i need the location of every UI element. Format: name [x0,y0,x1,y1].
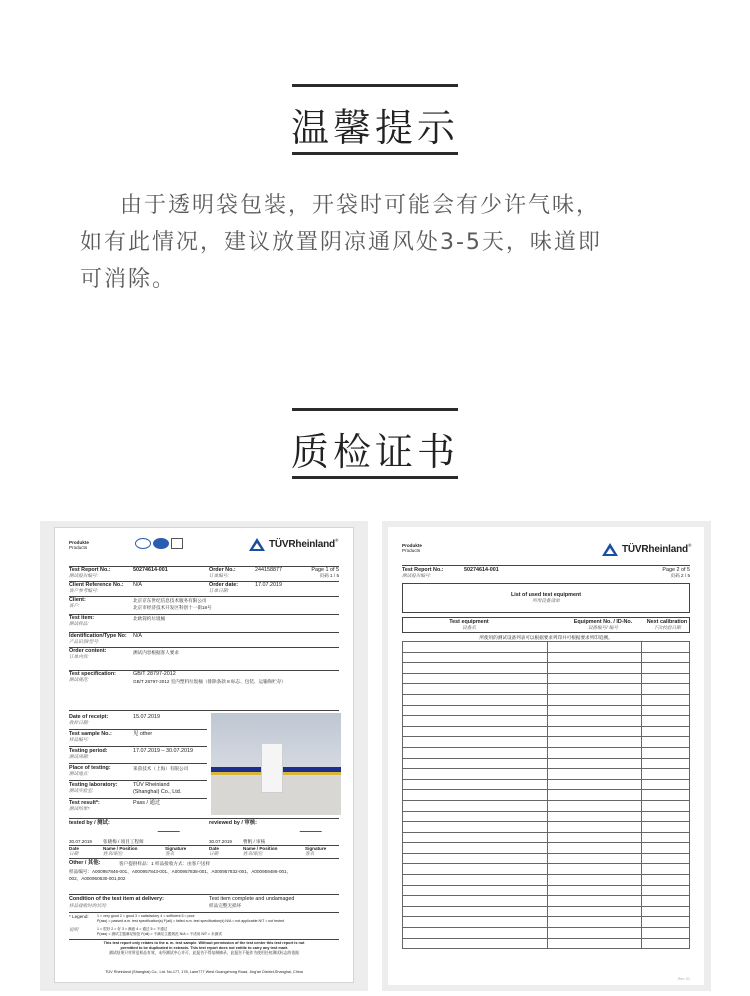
table-cell [403,864,548,875]
table-cell [642,800,690,811]
table-cell [642,906,690,917]
divider [69,614,339,615]
test-report-no-cn: 测试报告编号: [69,573,98,578]
legend-line3: 1 = 很好 2 = 好 3 = 满意 4 = 通过 5 = 不通过 [97,927,168,931]
table-row [403,864,690,875]
order-content: 测试内容根据客人要求 [133,650,179,655]
disclaimer-line1: This test report only relates to the a. m. test sample. Without permission of the test center this test report is not [103,941,305,945]
lab-location: (Shanghai) Co., Ltd. [133,789,182,795]
table-cell [548,652,642,663]
table-row [403,917,690,928]
col-name-cn: 姓名/职位 [103,851,123,856]
test-spec-cn: 测试规范: [69,677,89,682]
table-cell [403,790,548,801]
table-cell [548,906,642,917]
table-cell [548,917,642,928]
tuv-reg: ® [334,538,339,543]
table-cell [642,832,690,843]
disclaimer-line2: permitted to be duplicated in extracts. This test report does not entitle to carry any test mark [120,946,288,950]
identification-label: Identification/Type No: [69,633,127,639]
table-row [403,705,690,716]
table-cell [642,726,690,737]
divider [69,912,339,913]
report-page-2 [388,527,704,985]
table-cell [403,642,548,653]
cnas-logo [153,538,169,549]
table-cell [548,832,642,843]
list-title: List of used test equipment [510,592,582,598]
table-cell [642,938,690,949]
identification-cn: 产品识别/型号: [69,639,100,644]
col-next-calibration-cn: 下次校验日期 [653,625,681,630]
reminder-line: 可消除。 [80,267,177,292]
table-cell [642,811,690,822]
table-cell [403,811,548,822]
col-date-cn: 日期 [69,851,79,856]
page-number: Page 1 of 5 [311,567,339,573]
table-cell [403,694,548,705]
col-signature: Signature [165,846,187,851]
receipt-label: Date of receipt: [69,714,109,720]
table-row [403,642,690,653]
divider [69,818,339,819]
accreditation-logo [135,538,151,549]
order-content-label: Order content: [69,648,107,654]
heading-rule-bottom [292,476,458,479]
tuv-triangle-icon [249,538,265,551]
col-name: Name / Position [243,846,278,851]
order-no: 244158877 [255,567,282,573]
receipt-cn: 收样日期: [69,720,89,725]
table-row [403,843,690,854]
page-number: Page 2 of 5 [662,567,690,573]
table-cell [403,684,548,695]
test-report-label: Test Report No.: [402,567,444,573]
table-cell [548,864,642,875]
lab-name: TÜV Rheinland [133,782,170,788]
reviewer-signature [300,824,325,832]
period-cn: 测试周期: [69,754,89,759]
table-cell [403,758,548,769]
table-cell [403,705,548,716]
condition: Test item complete and undamaged [209,896,295,902]
tuv-logo [249,538,338,551]
trash-bin-image [261,743,283,793]
list-title-box [402,583,690,613]
test-report-cn: 测试报告编号: [402,573,431,578]
place-label: Place of testing: [69,765,111,771]
table-cell [642,716,690,727]
table-row [403,737,690,748]
table-cell [403,875,548,886]
col-name: Name / Position [103,846,138,851]
table-row [403,673,690,684]
table-row [403,758,690,769]
table-cell [548,896,642,907]
divider [69,763,207,764]
tested-date: 30.07.2019 [69,839,92,844]
tuv-brand: TÜVRheinland [622,544,688,555]
receipt-date: 15.07.2019 [133,714,160,720]
table-cell [403,938,548,949]
table-cell [642,769,690,780]
table-cell [403,769,548,780]
identification: N/A [133,633,142,639]
table-cell [403,822,548,833]
table-cell [403,747,548,758]
divider [69,894,339,895]
table-cell [548,642,642,653]
report-panel-2 [382,521,711,991]
table-row [403,769,690,780]
test-item-label: Test item: [69,615,95,621]
table-row [403,853,690,864]
table-cell [548,684,642,695]
table-cell [548,875,642,886]
tuv-brand: TÜVRheinland [269,539,335,550]
table-cell [403,800,548,811]
table-row [403,938,690,949]
tuv-reg: ® [687,543,692,548]
footer-address: TÜV Rheinland (Shanghai) Co., Ltd. No.177, 178, Lane777 West Guangzhong Road, Jing'an District,Shanghai, China [105,970,303,974]
table-cell [642,843,690,854]
table-cell [403,663,548,674]
client-cn: 客户: [69,603,80,608]
list-title-cn: 所用设备清单 [532,598,560,604]
sample-photo [211,713,341,815]
table-row [403,716,690,727]
table-row [403,684,690,695]
table-cell [642,673,690,684]
table-row [403,779,690,790]
lab-cn: 测试实验室: [69,788,94,793]
table-row [403,747,690,758]
divider [69,729,207,730]
other-line1: 客户提供样品：1 样品接收方式：由客户送样 [119,861,211,866]
table-cell [642,694,690,705]
col-date-cn: 日期 [209,851,219,856]
table-row [403,790,690,801]
table-row [403,822,690,833]
lab-label: Testing laboratory: [69,782,118,788]
reviewed-name: 曹帆 / 审核 [243,839,266,844]
legend-line2: P(ass) = passed a.m. test specification(s) F(ail) = failed a.m. test specification(s) N/A = not applicable N/T = not tested [97,919,285,923]
certificate-title: 质检证书 [290,430,459,474]
col-equipment: Test equipment [449,619,489,625]
reminder-text [80,187,680,298]
table-row [403,811,690,822]
table-cell [642,737,690,748]
report-page-1 [54,527,354,983]
test-spec-line2: GB/T 28797-2012 室内塑料垃圾桶（排除条款 8 标志、包装、运输和贮存） [133,679,287,684]
result: Pass / 通过 [133,800,161,806]
disclaimer-line3: 测试结果只对所送样品有效，未经测试中心许可，此报告不得复制摘录，此报告不能作为使用任何测试标志的依据 [109,951,299,955]
table-cell [548,694,642,705]
table-cell [403,928,548,939]
page-mark: Rev. 01 [677,977,690,981]
table-cell [403,652,548,663]
table-cell [642,652,690,663]
equipment-header [402,617,690,633]
result-label: Test result*: [69,800,100,806]
table-cell [403,673,548,684]
table-row [403,885,690,896]
order-content-cn: 订单内容: [69,654,89,659]
test-item-cn: 测试样品: [69,621,89,626]
tested-name: 张晓梅 / 项目工程师 [103,839,144,844]
table-cell [548,758,642,769]
produkte-label: Produkte [69,540,89,545]
heading-rule-top [292,84,458,87]
col-equipment-no-cn: 设备编号/ 编号 [587,625,619,630]
legend-line1: 1 = very good 2 = good 3 = satisfactory 4 = sufficient 5 = poor [97,914,195,918]
table-cell [548,822,642,833]
table-row [403,694,690,705]
divider [69,647,339,648]
client-ref-cn: 客户参考编号: [69,588,98,593]
col-date: Date [69,846,79,851]
table-cell [548,843,642,854]
equipment-note: 所使用的测试设备列表可以根据要求列印并可根据要求列印追溯。 [479,635,613,640]
col-equipment-no: Equipment No. / ID-No. [573,619,633,625]
table-cell [548,663,642,674]
test-spec-label: Test specification: [69,671,116,677]
col-date: Date [209,846,219,851]
table-cell [403,843,548,854]
table-cell [548,853,642,864]
table-cell [642,885,690,896]
reminder-line: 如有此情况，建议放置阴凉通风处3-5天，味道即 [80,230,602,255]
order-no-label: Order No.: [209,567,236,573]
place: 莱茵技术（上海）有限公司 [133,766,189,771]
products-label: Products [69,545,88,550]
test-spec-line1: GB/T 28797-2012 [133,671,176,677]
table-cell [548,790,642,801]
table-cell [642,684,690,695]
page-number-cn: 页码 1 / 5 [319,573,339,578]
table-row [403,726,690,737]
other-line3: 002、A000960630-001,002 [69,876,126,881]
table-cell [403,832,548,843]
table-cell [403,716,548,727]
table-row [403,652,690,663]
divider [69,780,207,781]
reviewed-date: 30.07.2019 [209,839,232,844]
client-ref: N/A [133,582,142,588]
test-report-no: 50274614-001 [133,567,168,573]
table-row [403,663,690,674]
table-cell [642,747,690,758]
legend-label: * Legend: [69,914,89,919]
sample-no-cn: 样品编号: [69,737,89,742]
table-cell [403,917,548,928]
table-cell [548,726,642,737]
produkte-label: Produkte [402,543,422,548]
test-report-no-label: Test Report No.: [69,567,111,573]
divider [69,596,339,597]
sample-no: 见 other [133,731,153,737]
table-cell [548,673,642,684]
order-no-cn: 订单编号: [209,573,229,578]
equipment-table [402,641,690,949]
table-cell [642,896,690,907]
table-row [403,800,690,811]
other-line2: 样品编号：A000957846-001、A000957843-001、A000957838-001、A000957832-001、A000959486-001、 [69,869,292,874]
table-cell [548,928,642,939]
table-cell [548,800,642,811]
table-row [403,875,690,886]
divider [402,565,690,566]
table-cell [642,642,690,653]
table-cell [642,705,690,716]
reviewed-by-label: reviewed by / 审核: [209,820,257,826]
divider [69,939,339,940]
client-name: 北京京东世纪信息技术服务有限公司 [133,598,207,603]
table-cell [642,663,690,674]
table-cell [642,790,690,801]
table-cell [403,779,548,790]
reminder-line: 由于透明袋包装，开袋时可能会有少许气味， [120,193,601,218]
period: 17.07.2019 – 30.07.2019 [133,748,193,754]
report-panel-1 [40,521,368,991]
table-row [403,896,690,907]
ilac-logo [171,538,183,549]
heading-rule-bottom [292,152,458,155]
table-cell [403,726,548,737]
order-date-label: Order date: [209,582,239,588]
legend-cn: 说明 [69,927,79,932]
table-cell [642,875,690,886]
col-signature-cn: 签名 [165,851,175,856]
result-cn: 测试结果*: [69,806,91,811]
heading-rule-top [292,408,458,411]
table-cell [642,758,690,769]
table-cell [548,716,642,727]
products-label: Products [402,548,421,553]
divider [69,746,207,747]
table-cell [642,853,690,864]
legend-line4: P(ass) = 测试主题满足规范 F(ail) = 不满足主题规范 N/A = 不适用 N/T = 未测试 [97,932,222,936]
place-cn: 测试地点: [69,771,89,776]
col-name-cn: 姓名/职位 [243,851,263,856]
table-cell [403,853,548,864]
client-address: 北京市经济技术开发区科创十一街18号 [133,605,212,610]
col-signature-cn: 签名 [305,851,315,856]
test-item: 北欧简约垃圾桶 [133,616,166,621]
condition-cn-value: 样品完整无损坏 [209,903,242,908]
table-cell [548,938,642,949]
table-row [403,832,690,843]
order-date: 17.07.2019 [255,582,282,588]
table-row [403,928,690,939]
table-cell [548,811,642,822]
table-cell [642,864,690,875]
client-ref-label: Client Reference No.: [69,582,124,588]
table-cell [548,885,642,896]
condition-label: Condition of the test item at delivery: [69,896,164,902]
page-number-cn: 页码 2 / 5 [670,573,690,578]
reminder-title: 温馨提示 [290,106,459,150]
table-cell [642,928,690,939]
divider [69,858,339,859]
col-signature: Signature [305,846,327,851]
table-cell [403,906,548,917]
tuv-triangle-icon [602,543,618,556]
table-cell [403,885,548,896]
sample-no-label: Test sample No.: [69,731,112,737]
table-cell [548,779,642,790]
table-cell [548,769,642,780]
table-cell [403,737,548,748]
divider [69,710,339,711]
divider [69,798,207,799]
table-cell [642,822,690,833]
tested-by-label: tested by / 测试: [69,820,110,826]
tester-signature [158,824,183,832]
order-date-cn: 订单日期: [209,588,229,593]
col-equipment-cn: 设备名 [462,625,476,630]
client-label: Client: [69,597,86,603]
col-next-calibration: Next calibration [646,619,688,625]
period-label: Testing period: [69,748,108,754]
table-row [403,906,690,917]
test-report-no: 50274614-001 [464,567,499,573]
table-cell [403,896,548,907]
table-cell [548,737,642,748]
tuv-logo [602,543,691,556]
other-label: Other / 其他: [69,860,101,866]
table-cell [548,705,642,716]
table-cell [642,917,690,928]
table-cell [642,779,690,790]
condition-cn: 样品接收时的状况: [69,903,108,908]
table-cell [548,747,642,758]
